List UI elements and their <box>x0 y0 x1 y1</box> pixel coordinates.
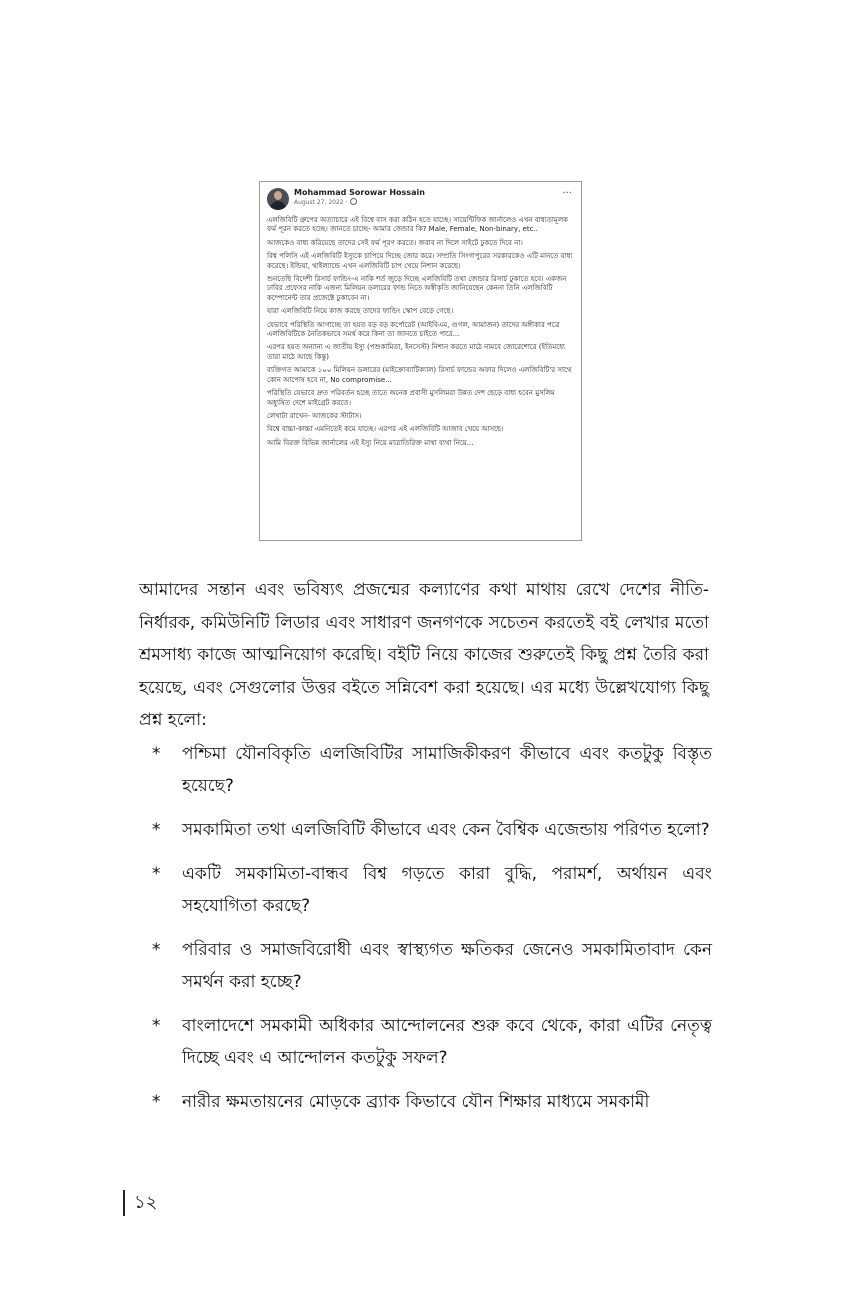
post-paragraph: আমি বিরক্ত বিভিন্ন জার্নালের এই ইস্যু নিয়ে মাত্রাতিরিক্ত মাথা ব্যথা নিয়ে... <box>267 438 474 447</box>
post-body <box>267 216 574 448</box>
question-text: সমকামিতা তথা এলজিবিটি কীভাবে এবং কেন বৈশ্বিক এজেন্ডায় পরিণত হলো? <box>182 820 710 840</box>
post-paragraph: যারা এলজিবিটি নিয়ে কাজ করছে তাদের ফান্ডিং স্কোপ বেড়ে গেছে। <box>267 307 454 316</box>
list-item <box>152 934 712 998</box>
asterisk-bullet: * <box>152 864 161 884</box>
author-block <box>294 188 425 207</box>
list-item <box>152 814 712 846</box>
more-options-icon: ··· <box>562 188 572 199</box>
list-item <box>152 1086 712 1118</box>
list-item <box>152 738 712 802</box>
post-paragraph: বিশ্ব পলিসি এই এলজিবিটি ইস্যুকে চাপিয়ে দিচ্ছে জোর করে। সম্প্রতি সিংগাপুরের সরকারকেও এটি মানতে বাধ্য করেছে। ইন্ডিয়া, থাইল্যান্ডে এখন এলজিবিটি চাপ খেয়ে নিশান করেছে। <box>267 252 573 270</box>
post-paragraph: আজকেও বাধ্য করিয়েছে তাদের সেই ফর্ম পূরণ করতে। জবাব না দিলে সাইটে ঢুকতে দিবে না। <box>267 238 523 247</box>
question-text: নারীর ক্ষমতায়নের মোড়কে ব্র্যাক কিভাবে যৌন শিক্ষার মাধ্যমে সমকামী <box>182 1092 650 1112</box>
list-item <box>152 858 712 922</box>
post-paragraph: শুনতেছি বিদেশী রিসার্চ ফান্ডিং-এ নাকি শর্ত জুড়ে দিচ্ছে এলজিবিটি তথা জেন্ডার রিসার্চ ঢুকাতে হবে। একজন ঢাবির প্রফেসর নাকি এজন্য মিলিয়ন ডলারের ফান্ড নিতে অস্বীকৃতি জানিয়েছেন কেননা তিনি এলজিবিটি কম্পোনেন্ট তার প্রজেক্টে ঢুকাবেন না। <box>267 275 567 302</box>
post-header <box>267 188 574 214</box>
question-list <box>152 738 712 1130</box>
facebook-post-screenshot <box>259 181 582 541</box>
question-text: পশ্চিমা যৌনবিকৃতি এলজিবিটির সামাজিকীকরণ কীভাবে এবং কতটুকু বিস্তৃত হয়েছে? <box>182 744 712 796</box>
post-paragraph: এলজিবিটি গ্রুপের অত্যাচারে এই বিশ্বে বাস করা কঠিন হতে যাচ্ছে। সায়েন্টিফিক জার্নালেও এখন বাধ্যতামূলক ফর্ম পূরন করতে হচ্ছে। জানতে চাচ্ছে- আমার জেন্ডার কি? Male, Female, Non-binary, etc.. <box>267 216 568 234</box>
page-number-rule <box>123 1190 125 1216</box>
post-paragraph: লেখাটা রাখেন- আজকের স্টাটাস। <box>267 411 362 420</box>
post-date-row <box>294 198 425 207</box>
post-paragraph: বিশ্বে বাচ্চা-কাচ্চা এমনিতেই কমে যাচ্ছে। এরপর এই এলজিবিটি আজাব খেয়ে আসছে। <box>267 425 504 434</box>
post-paragraph: ব্যক্তিগত আমাকে ১০০ মিলিয়ন ডলারের (মাইক্রোব্যাটিক্যাল) রিসার্চ ফান্ডের অফার দিলেও এলজিবিটি'র সাথে কোন আপোষ হবে না, No compromise... <box>267 366 572 384</box>
post-date: August 27, 2022 · <box>294 199 350 206</box>
page-number: ১২ <box>134 1192 158 1213</box>
list-item <box>152 1010 712 1074</box>
post-paragraph: এরপর হয়ত অন্যান্য এ জাতীয় ইস্যু (পশুকামিতা, ইনসেস্ট) নিশান করতে মাঠে নামবে জোরেশোরে (ইতিমধ্যে তারা মাঠে আছে কিন্তু) <box>267 343 566 361</box>
asterisk-bullet: * <box>152 820 161 840</box>
post-paragraph: পরিস্থিতি যেভাবে দ্রুত পরিবর্তন হচ্ছে তাতে অনেক প্রবাসী মুসলিমরা উন্নত দেশ ছেড়ে বাধ্য হবেন মুসলিম অধ্যুষিত দেশে মাইগ্রেট করতে। <box>267 389 555 407</box>
question-text: পরিবার ও সমাজবিরোধী এবং স্বাস্থ্যগত ক্ষতিকর জেনেও সমকামিতাবাদ কেন সমর্থন করা হচ্ছে? <box>182 940 712 992</box>
post-paragraph: যেভাবে পরিস্থিতি আগাচ্ছে তা হয়ত বড় বড় কর্পোরেট (আইবিএম, গুগল, আমাজন) তাদের অঙ্গীকার পত্রে এলজিবিটিকে নৈতিকভাবে সমর্থ করে কিনা তা জানতে চাইতে পারে... <box>267 320 560 339</box>
asterisk-bullet: * <box>152 1016 161 1036</box>
globe-icon <box>350 198 357 205</box>
question-text: বাংলাদেশে সমকামী অধিকার আন্দোলনের শুরু কবে থেকে, কারা এটির নেতৃত্ব দিচ্ছে এবং এ আন্দোলন কতটুকু সফল? <box>182 1016 712 1068</box>
asterisk-bullet: * <box>152 744 161 764</box>
asterisk-bullet: * <box>152 1092 161 1112</box>
post-author: Mohammad Sorowar Hossain <box>294 188 425 197</box>
question-text: একটি সমকামিতা-বান্ধব বিশ্ব গড়তে কারা বুদ্ধি, পরামর্শ, অর্থায়ন এবং সহযোগিতা করছে? <box>182 864 712 916</box>
asterisk-bullet: * <box>152 940 161 960</box>
avatar <box>267 188 289 210</box>
body-paragraph: আমাদের সন্তান এবং ভবিষ্যৎ প্রজন্মের কল্যাণের কথা মাথায় রেখে দেশের নীতি-নির্ধারক, কমিউনিটি লিডার এবং সাধারণ জনগণকে সচেতন করতেই বই লেখার মতো শ্রমসাধ্য কাজে আত্মনিয়োগ করেছি। বইটি নিয়ে কাজের শুরুতেই কিছু প্রশ্ন তৈরি করা হয়েছে, এবং সেগুলোর উত্তর বইতে সন্নিবেশ করা হয়েছে। এর মধ্যে উল্লেখযোগ্য কিছু প্রশ্ন হলো: <box>139 580 709 730</box>
